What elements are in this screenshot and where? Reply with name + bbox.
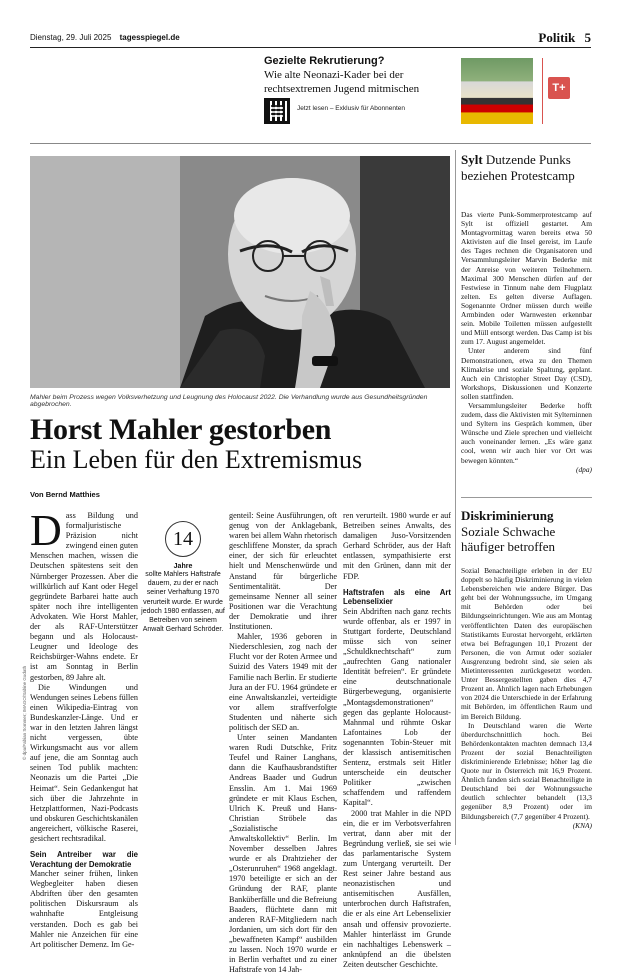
teaser-cta-link[interactable]: Jetzt lesen – Exklusiv für Abonnenten — [297, 105, 406, 112]
qr-code-icon[interactable] — [264, 98, 290, 124]
sidebar-2-body — [461, 566, 592, 830]
photo-credit: © dpa/Fabian Sommer; IMAGO/Sabine Gudath — [22, 665, 27, 760]
paragraph: Sein Abdriften nach ganz rechts wurde offenbar, als er 1997 in Stuttgart forderte, Deutschland müsse sich von seiner „Schuldknechtschaft“ zum „aufrechten Gang nationaler Identität befreien“. Er gründete eine deutschnationale Bürgerbewegung, organisierte „Montagsdemonstrationen“ gegen das geplante Holocaust-Mahnmal und rühmte Oskar Lafontaines Lob der sogenannten Tobin-Steuer mit der klassisch antisemitischen Sentenz, erstmals seit Hitler unterscheide ein deutscher Politiker „zwischen schaffendem und raffendem Kapital“. — [343, 606, 451, 808]
portrait-illustration — [30, 156, 450, 388]
header-rule — [30, 47, 591, 48]
column-divider — [455, 150, 456, 845]
drop-cap: D — [30, 506, 62, 555]
fact-label: Jahre — [173, 563, 193, 570]
source-tag: (KNA) — [572, 820, 592, 830]
sidebar-1-kicker: Sylt — [461, 152, 483, 167]
sidebar-1-body — [461, 210, 592, 474]
sidebar-2-heading — [461, 508, 601, 555]
fact-number: 14 — [165, 521, 201, 557]
sidebar-rule — [461, 497, 592, 498]
article-photo — [30, 156, 450, 388]
paragraph: 2000 trat Mahler in die NPD ein, die er im Verbotsverfahren vertrat, dann aber mit der Begründung verließ, sie sei wie das parlamentarische System zum Untergang verurteilt. Der Rest seiner Jahre bestand aus neonazistischen und antisemitischen Ausfällen, unterbrochen durch Haftstrafen, die er als eine Art Lebenselixier ansah und offensiv provozierte. Mahler hinterlässt im Grunde ein nachhaltiges Lebenswerk – anknüpfend an die übelsten Zeiten deutscher Geschichte. — [343, 808, 451, 969]
paragraph: Unter seinen Mandanten waren Rudi Dutschke, Fritz Teufel und Rainer Langhans, dann die Kaufhausbrandstifter Andreas Baader und Gudrun Ensslin. Am 1. Mai 1969 gründete er mit Klaus Eschen, Ulrich K. Preuß und Hans-Christian Ströbele das „Sozialistische Anwaltskollektiv“ Berlin. Im November desselben Jahres wurde er als Drahtzieher der „Osterunruhen“ 1968 angeklagt. 1970 beteiligte er sich an der Gründung der RAF, plante Banküberfälle und die Befreiung Baaders, flüchtete dann mit anderen RAF-Mitgliedern nach Jordanien, um sich dort für den „bewaffneten Kampf“ ausbilden zu lassen. Noch 1970 wurde er in Berlin verhaftet und zu einer Haftstrafe von 14 Jah- — [229, 733, 337, 975]
paragraph: Mancher seiner frühen, linken Wegbegleiter haben diesen Abdriften über den gesamten politischen Diskursraum als wahnhafte Entgleisung verstanden. Doch es gab bei Mahler nie Anzeichen für eine Art politischer Demenz. Im Ge- — [30, 869, 138, 949]
date-text: Dienstag, 29. Juli 2025 — [30, 33, 112, 42]
article-column-1 — [30, 506, 138, 950]
paragraph: Mahler, 1936 geboren in Niederschlesien, zog nach der Flucht vor der Roten Armee und Suizid des Vaters 1949 mit der Familie nach Berlin. Er studierte Jura an der FU. 1964 gründete er eine Anwaltskanzlei, verteidigte vor allem straffverfolgte Studenten und näherte sich politisch der SED an. — [229, 632, 337, 732]
subheading: Sein Antreiber war die Verachtung der Demokratie — [30, 850, 138, 869]
paragraph: Unter anderem sind fünf Demonstrationen, etwa zu den Themen Klimakrise und soziale Spaltung, geplant. Auch ein Christopher Street Day (CSD), Workshops, Diskussionen und Konzerte sollen stattfinden. — [461, 346, 592, 401]
teaser-kicker[interactable]: Gezielte Rekrutierung? — [264, 55, 385, 67]
sidebar-2-title: Soziale Schwache häufiger betroffen — [461, 523, 556, 554]
subheading: Haftstrafen als eine Art Lebenselixier — [343, 587, 451, 607]
paragraph: Sozial Benachteiligte erleben in der EU doppelt so häufig Diskriminierung in vielen Lebensbereichen wie andere Bürger. Das geht bei der Wohnungssuche, im Umgang mit Behörden oder bei Bildungseinrichtungen. Wie aus am Montag veröffentlichten Daten des europäischen Statistikamts Eurostat hervorgeht, erklärten etwa bei Befragungen 10,1 Prozent der Personen, die von Armut oder sozialer Ausgrenzung bedroht sind, sie seien als Mietinteressenten zurückgesetzt worden. Unter Bessergestellten gaben dies 4,7 Prozent an. Ähnlich lagen nach Erhebungen von 2024 die Unterschiede in der Erfahrung mit Behörden, im öffentlichen Raum und im Bereich Bildung. — [461, 566, 592, 721]
fact-text: sollte Mahlers Haftstrafe dauern, zu der er nach seiner Verhaftung 1970 verurteilt wurde. Er wurde jedoch 1980 entlassen, auf Betreiben von seinem Anwalt Gerhard Schröder. — [141, 571, 225, 634]
article-headline: Horst Mahler gestorben — [30, 413, 332, 446]
article-byline: Von Bernd Matthies — [30, 490, 100, 499]
article-column-3 — [343, 511, 451, 970]
source-tag: (dpa) — [575, 464, 592, 474]
fact-box — [141, 521, 225, 634]
issue-date — [30, 33, 180, 42]
sidebar-1-heading — [461, 152, 601, 183]
paragraph: genteil: Seine Ausführungen, oft genug von der Anklagebank, waren bei allem Wahn rhetorisch geschliffene Monster, da sprach einer, der sich für erleuchtet hielt und Menschenwürde und Anstand für bürgerliche Sentimentalität. Der gemeinsame Nenner all seiner Positionen war die Verachtung der Demokratie und ihrer Institutionen. — [229, 511, 337, 632]
tplus-divider — [542, 58, 543, 124]
paragraph: In Deutschland waren die Werte überdurchschnittlich hoch. Bei Behördenkontakten machten demnach 13,4 Prozent der sozial Benachteiligten diskriminierende Erlebnisse; höher lag die Quote nur in Österreich mit 16,9 Prozent. Ähnlich fanden sich sozial Benachteiligte in Deutschland bei der Wohnungssuche deutlich schlechter behandelt (13,3 gegenüber 8,9 Prozent) oder im Bildungsbereich (7,7 gegenüber 4 Prozent). — [461, 720, 592, 821]
sidebar-2-kicker: Diskriminierung — [461, 508, 554, 523]
photo-caption: Mahler beim Prozess wegen Volksverhetzung und Leugnung des Holocaust 2022. Die Verhandlung wurde aus Gesundheitsgründen abgebrochen. — [30, 394, 428, 408]
site-name: tagesspiegel.de — [119, 33, 180, 42]
paragraph: Das vierte Punk-Sommerprotestcamp auf Sylt ist offiziell gestartet. Am Montagvormittag waren bereits etwa 50 Aktivisten auf die Insel gereist, im Laufe des Tages rechnen die Organisatoren und Versammlungsleiter Marvin Bederke mit der Anreise von weiteren Teilnehmern. Maximal 300 Menschen dürfen auf der Festwiese in Tinnum nahe dem Flugplatz zelten. Es gelten diverse Auflagen. Sogenannte Ordner müssen durch weiße Armbinden oder Warnwesten erkennbar sein. Mobile Toiletten müssen aufgestellt und Müll entsorgt werden. Das Camp ist bis zum 17. August angemeldet. — [461, 210, 592, 347]
paragraph: ass Bildung und formaljuristische Präzision nicht zwingend einen guten Menschen machen, wissen die Deutschen spätestens seit den Nürnberger Prozessen. Aber die willkürlich auf Kant oder Hegel gegründete Barbarei hatte auch später noch ihre intelligenten Advokaten. Wie Horst Mahler, der als RAF-Unterstützer begann und als Holocaust-Leugner und Ideologe des Reichsbürger-Wahns endete. Er ist am Sonntag in Berlin gestorben, 89 Jahre alt. — [30, 511, 138, 682]
section-label — [538, 30, 591, 46]
article-subheadline: Ein Leben für den Extremismus — [30, 445, 363, 474]
teaser-rule — [30, 143, 591, 144]
sidebar-1-title: Dutzende Punks beziehen Protestcamp — [461, 152, 575, 183]
teaser-thumbnail[interactable] — [461, 58, 533, 124]
paragraph: Versammlungsleiter Bederke hofft zudem, dass die Aktivisten mit Sylterninnen und Syltern ins Gespräch kommen, über Wünsche und Ziele sprechen und vielleicht auch voneinander lernen. „Es wäre ganz cool, wenn wir auch hier vor Ort was bewegen könnten.“ — [461, 400, 592, 465]
page-number: 5 — [584, 30, 591, 45]
teaser-title[interactable]: Wie alte Neonazi-Kader bei der rechtsextremen Jugend mitmischen — [264, 69, 420, 95]
tplus-badge-icon: T+ — [548, 77, 570, 99]
article-column-2 — [229, 511, 337, 975]
paragraph: Die Windungen und Wendungen seines Lebens füllen einen Wikipedia-Eintrag von Bundeskanzler-Länge. Und er war in den letzten Jahren längst nicht vergessen, übte Wirkungsmacht aus vor allem auf jene, die am Sonntag auch seinen Tod publik machten: Neonazis um die Partei „Die Heimat“. Sein Gedankengut hat sich über die Jahrzehnte in Hetzplattformen, Nazi-Podcasts und obskuren Geschichtskanälen angereichert, völkische Raserei, gesichert rechtsradikal. — [30, 682, 138, 843]
paragraph: ren verurteilt. 1980 wurde er auf Betreiben seines Anwalts, des damaligen Juso-Vorsitzenden Gerhard Schröder, aus der Haft entlassen, sympathisierte erst mit den Grünen, dann mit der FDP. — [343, 511, 451, 581]
section-name: Politik — [538, 30, 576, 45]
